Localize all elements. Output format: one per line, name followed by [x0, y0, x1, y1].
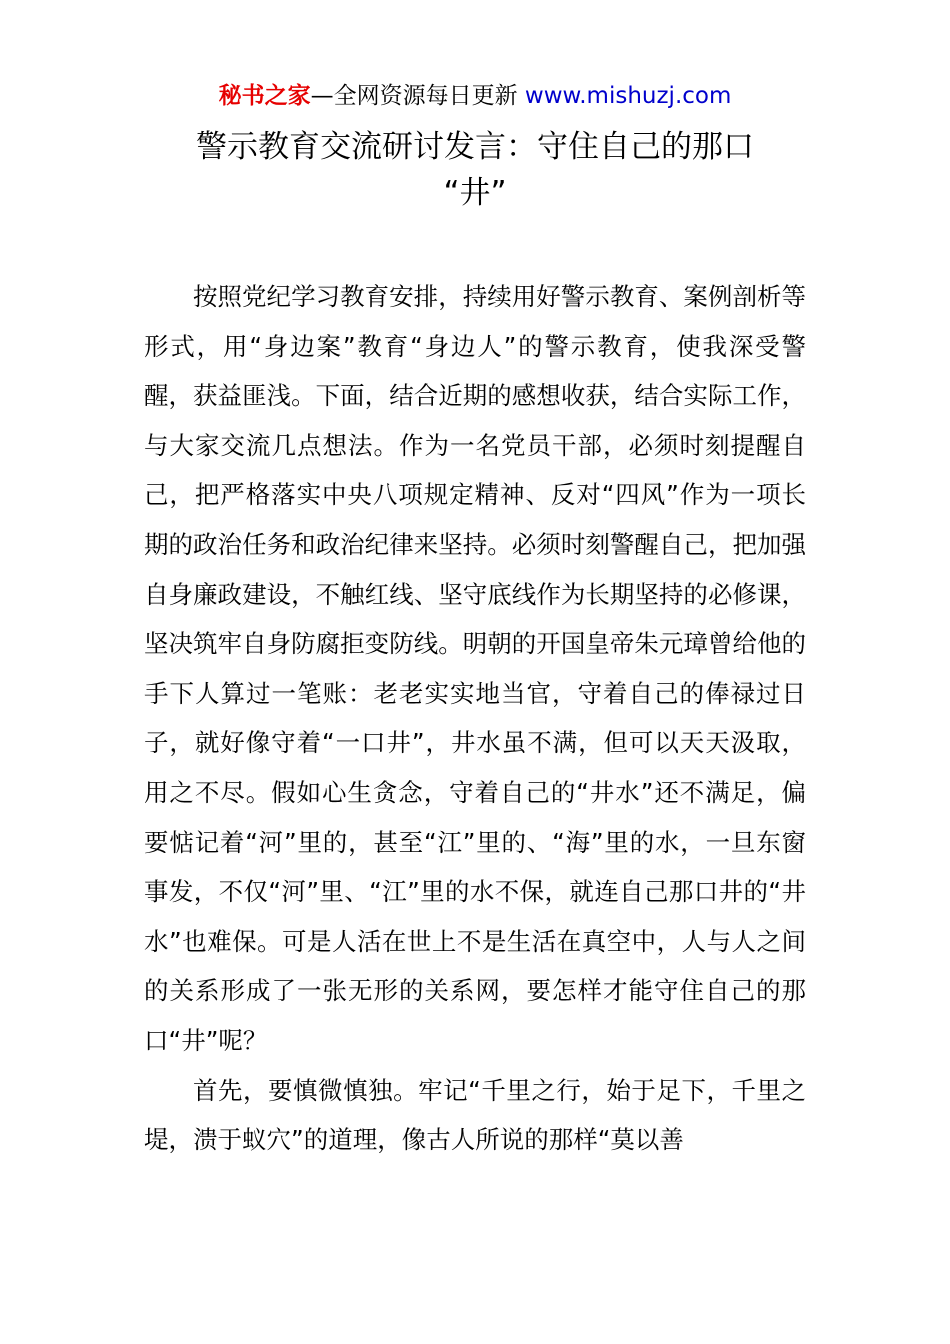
- title-line-1: 警示教育交流研讨发言：守住自己的那口: [196, 129, 754, 165]
- site-brand: 秘书之家: [218, 83, 311, 109]
- document-body: [144, 272, 806, 1165]
- paragraph-1: 按照党纪学习教育安排，持续用好警示教育、案例剖析等形式，用“身边案”教育“身边人”的警示教育，使我深受警醒，获益匪浅。下面，结合近期的感想收获，结合实际工作，与大家交流几点想法。作为一名党员干部，必须时刻提醒自己，把严格落实中央八项规定精神、反对“四风”作为一项长期的政治任务和政治纪律来坚持。必须时刻警醒自己，把加强自身廉政建设，不触红线、坚守底线作为长期坚持的必修课，坚决筑牢自身防腐拒变防线。明朝的开国皇帝朱元璋曾给他的手下人算过一笔账：老老实实地当官，守着自己的俸禄过日子，就好像守着“一口井”，井水虽不满，但可以天天汲取，用之不尽。假如心生贪念，守着自己的“井水”还不满足，偏要惦记着“河”里的，甚至“江”里的、“海”里的水，一旦东窗事发，不仅“河”里、“江”里的水不保，就连自己那口井的“井水”也难保。可是人活在世上不是生活在真空中，人与人之间的关系形成了一张无形的关系网，要怎样才能守住自己的那口“井”呢？: [144, 282, 806, 1055]
- title-line-2: “井”: [443, 175, 507, 211]
- document-title: [0, 124, 950, 216]
- paragraph-2: 首先，要慎微慎独。牢记“千里之行，始于足下，千里之堤，溃于蚁穴”的道理，像古人所说的那样“莫以善: [144, 1075, 806, 1155]
- site-header: [0, 80, 950, 112]
- site-url-link[interactable]: www.mishuzj.com: [524, 83, 732, 109]
- site-tagline: —全网资源每日更新: [310, 83, 518, 109]
